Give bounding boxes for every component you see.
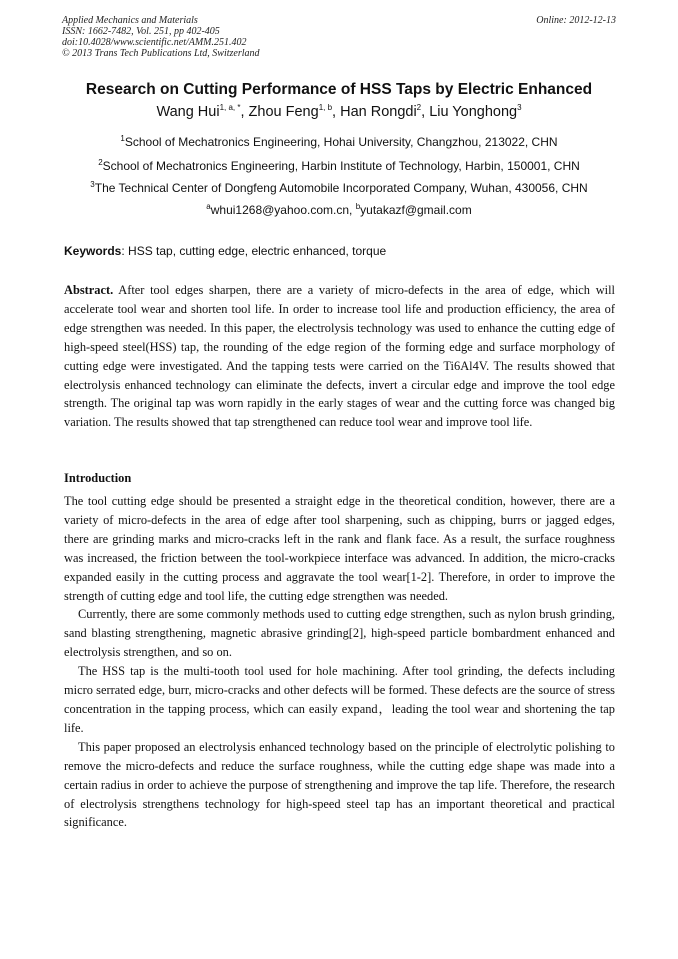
email-address[interactable]: yutakazf@gmail.com — [360, 203, 472, 217]
section-heading: Introduction — [64, 471, 132, 485]
author-sup: 3 — [517, 103, 522, 113]
journal-name: Applied Mechanics and Materials — [62, 15, 198, 26]
affiliation-sup: 2 — [98, 158, 103, 167]
paragraph: The HSS tap is the multi-tooth tool used for hole machining. After tool grinding, the defects including micro serrated edge, burr, micro-cracks and other defects will be formed. These defects are the source of stress concentration in the tapping process, which can easily expand，leading the tool wear and shortening the tap life. — [64, 664, 615, 735]
author-sup: 1, a, * — [219, 103, 241, 113]
keywords-text: : HSS tap, cutting edge, electric enhanced, torque — [121, 244, 387, 258]
email-address[interactable]: whui1268@yahoo.com.cn — [210, 203, 350, 217]
author-name: Han Rongdi — [340, 104, 417, 120]
online-date: Online: 2012-12-13 — [536, 15, 616, 26]
author-name: Liu Yonghong — [429, 104, 518, 120]
email-sup: a — [206, 202, 211, 211]
journal-header — [62, 15, 616, 59]
author-sup: 2 — [416, 103, 422, 113]
author-list: Wang Hui$^{1, a, *}$, Zhou Feng$^{1, b}$, Han Rongdi$^2$, Liu Yonghong$^3$ — [156, 103, 522, 120]
abstract-label: Abstract. — [64, 283, 114, 297]
paragraph: This paper proposed an electrolysis enhanced technology based on the principle of electrolytic polishing to remove the micro-defects and reduce the surface roughness, while the cutting edge shape was made into a certain radius in order to achieve the purpose of strengthening and improve the tap life. Therefore, the research of electrolysis strengthens technology for high-speed steel tap has an important theoretical and practical significance. — [64, 739, 615, 830]
email-line: $^a$whui1268@yahoo.com.cn, $^b$yutakazf@gmail.com — [206, 202, 472, 217]
abstract — [64, 281, 615, 432]
introduction-body — [64, 492, 615, 832]
affiliation-sup: 1 — [120, 134, 125, 143]
keywords — [64, 244, 616, 258]
affiliation-text: School of Mechatronics Engineering, Harbin Institute of Technology, Harbin, 150001, CHN — [102, 159, 580, 173]
affiliation-2 — [40, 159, 638, 173]
doi-line: doi:10.4028/www.scientific.net/AMM.251.402 — [62, 37, 247, 48]
copyright-line: © 2013 Trans Tech Publications Ltd, Switzerland — [62, 48, 260, 59]
paragraph: The tool cutting edge should be presented a straight edge in the theoretical condition, however, there are a variety of micro-defects in the area of edge after tool sharpening, such as chipping, burrs or jagged edges, there are grinding marks and micro-cracks left in the rank and flank face. As a result, the surface roughness was increased, the friction between the tool-workpiece interface was advanced. In addition, the micro-cracks expanded easily in the cutting process and aggravate the tool wear[1-2]. Therefore, in order to improve the strength of cutting edge and tool life, the cutting edge strengthen was needed. — [64, 494, 615, 603]
author-name: Zhou Feng — [248, 104, 319, 120]
abstract-text: After tool edges sharpen, there are a variety of micro-defects in the area of edge, which will accelerate tool wear and shorten tool life. In order to increase tool life and production efficiency, the area of edge strengthen was needed. In this paper, the electrolysis technology was used to enhance the cutting edge of high-speed steel(HSS) tap, the rounding of the edge region of the forming edge and surface morphology of cutting edge were investigated. And the tapping tests were carried on the Ti6Al4V. The results showed that electrolysis enhanced technology can eliminate the defects, invert a circular edge and improve the tool edge strength. The original tap was worn rapidly in the early stages of wear and the cutting force was changed big variation. The results showed that tap strengthened can reduce tool wear and improve tool life. — [64, 283, 615, 430]
affiliation-3 — [40, 181, 638, 195]
paragraph: Currently, there are some commonly methods used to cutting edge strengthen, such as nylon brush grinding, sand blasting strengthening, magnetic abrasive grinding[2], high-speed particle bombardment enhanced and electrolysis strengthen, and so on. — [64, 607, 615, 660]
affiliation-text: School of Mechatronics Engineering, Hohai University, Changzhou, 213022, CHN — [124, 135, 558, 149]
author-sup: 1, b — [318, 103, 333, 113]
author-name: Wang Hui — [156, 104, 220, 120]
email-sup: b — [355, 202, 361, 211]
paper-title: Research on Cutting Performance of HSS Taps by Electric Enhanced — [85, 81, 593, 98]
keywords-label: Keywords — [64, 244, 122, 258]
affiliation-1 — [40, 135, 638, 149]
affiliation-sup: 3 — [90, 180, 95, 189]
affiliation-text: The Technical Center of Dongfeng Automobile Incorporated Company, Wuhan, 430056, CHN — [94, 181, 588, 195]
issn-line: ISSN: 1662-7482, Vol. 251, pp 402-405 — [62, 26, 220, 37]
